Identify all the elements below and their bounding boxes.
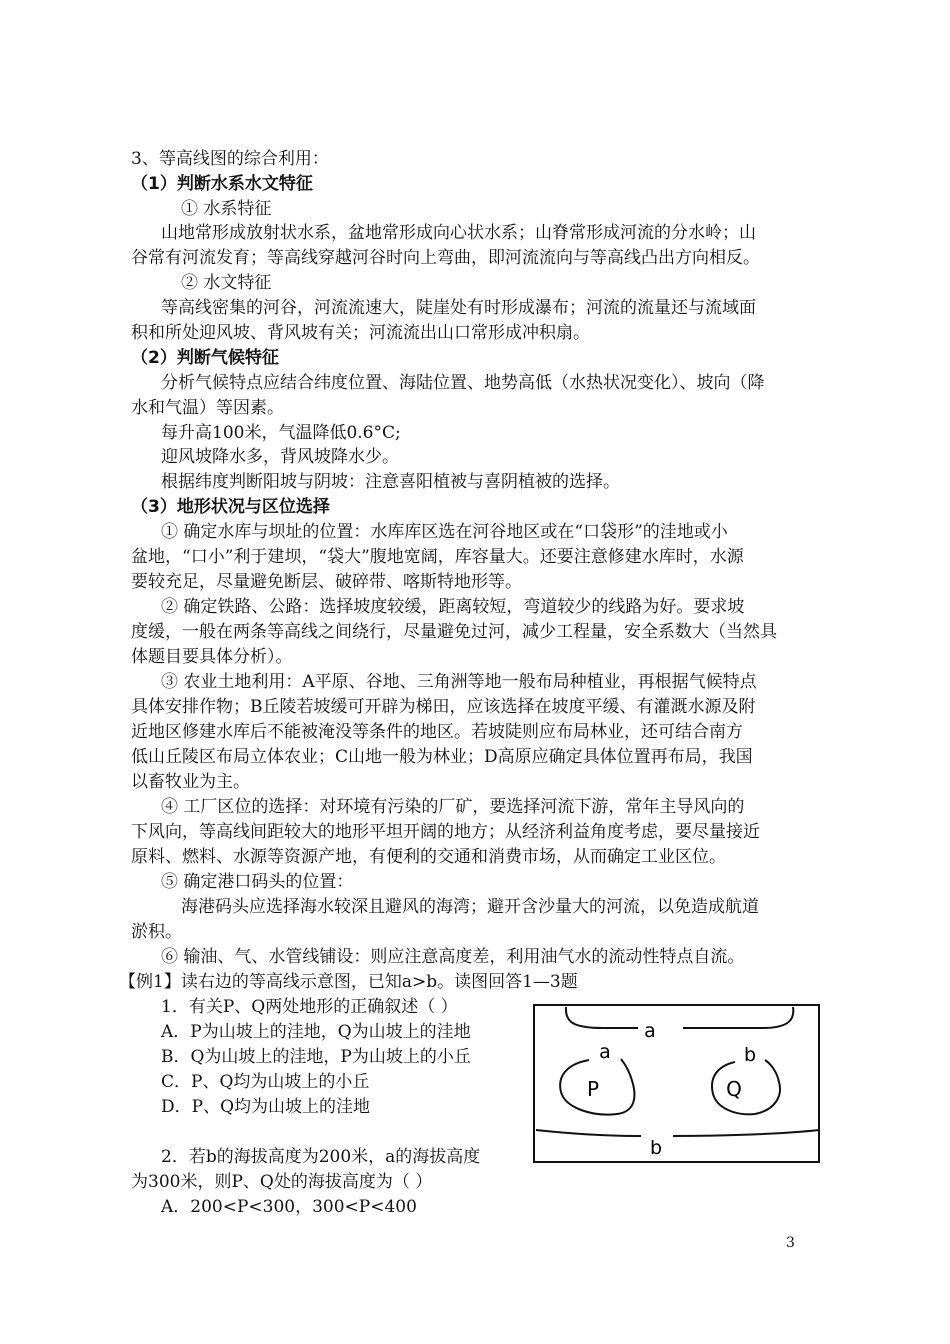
paragraph-line: 淤积。 (131, 922, 182, 942)
paragraph-line: 谷常有河流发育；等高线穿越河谷时向上弯曲，即河流流向与等高线凸出方向相反。 (131, 248, 760, 268)
paragraph-line: 等高线密集的河谷，河流流速大，陡崖处有时形成瀑布；河流的流量还与流域面 (161, 298, 756, 318)
figure-frame (534, 1005, 819, 1162)
paragraph-line: 海港码头应选择海水较深且避风的海湾；避开含沙量大的河流，以免造成航道 (181, 897, 759, 917)
option-1d: D．P、Q均为山坡上的洼地 (161, 1097, 371, 1117)
paragraph-line: 根据纬度判断阳坡与阴坡：注意喜阳植被与喜阴植被的选择。 (161, 472, 620, 492)
page-number: 3 (786, 1235, 795, 1251)
option-2a: A．200<P<300，300<P<400 (161, 1197, 417, 1217)
paragraph-line: 度缓，一般在两条等高线之间绕行，尽量避免过河，减少工程量，安全系数大（当然具 (131, 622, 777, 642)
paragraph-line: ⑤ 确定港口码头的位置： (161, 872, 354, 892)
contour-map-figure (533, 1004, 820, 1163)
label-a-inner: a (599, 1041, 611, 1063)
paragraph-line: 盆地，“口小”利于建坝，“袋大”腹地宽阔，库容量大。还要注意修建水库时，水源 (131, 547, 744, 567)
paragraph-line: ① 确定水库与坝址的位置：水库库区选在河谷地区或在“口袋形”的洼地或小 (161, 522, 728, 542)
option-1a: A．P为山坡上的洼地，Q为山坡上的洼地 (161, 1022, 471, 1042)
question-2: 2．若b的海拔高度为200米，a的海拔高度 (161, 1147, 481, 1167)
sub-hydrology: ② 水文特征 (181, 273, 272, 293)
label-b-inner: b (743, 1044, 757, 1066)
paragraph-line: ④ 工厂区位的选择：对环境有污染的厂矿，要选择河流下游，常年主导风向的 (161, 797, 745, 817)
paragraph-line: ③ 农业土地利用：A平原、谷地、三角洲等地一般布局种植业，再根据气候特点 (161, 672, 757, 692)
heading-hydrology: （1）判断水系水文特征 (131, 174, 313, 194)
paragraph-line: 要较充足，尽量避免断层、破碎带、喀斯特地形等。 (131, 572, 522, 592)
section-title: 3、等高线图的综合利用： (131, 149, 329, 169)
paragraph-line: 以畜牧业为主。 (131, 772, 250, 792)
question-1: 1．有关P、Q两处地形的正确叙述（ ） (161, 997, 458, 1017)
label-p: P (586, 1077, 600, 1101)
paragraph-line: 山地常形成放射状水系，盆地常形成向心状水系；山脊常形成河流的分水岭；山 (161, 223, 756, 243)
option-1c: C．P、Q均为山坡上的小丘 (161, 1072, 370, 1092)
example-intro: 【例1】读右边的等高线示意图，已知a>b。读图回答1—3题 (119, 972, 578, 992)
paragraph-line: 水和气温）等因素。 (131, 398, 284, 418)
option-1b: B．Q为山坡上的洼地，P为山坡上的小丘 (161, 1047, 471, 1067)
paragraph-line: 分析气候特点应结合纬度位置、海陆位置、地势高低（水热状况变化）、坡向（降 (161, 373, 765, 393)
paragraph-line: 迎风坡降水多，背风坡降水少。 (161, 447, 399, 467)
paragraph-line: ② 确定铁路、公路：选择坡度较缓，距离较短，弯道较少的线路为好。要求坡 (161, 597, 745, 617)
label-q: Q (726, 1077, 742, 1101)
heading-terrain-location: （3）地形状况与区位选择 (131, 497, 330, 517)
paragraph-line: 原料、燃料、水源等资源产地，有便利的交通和消费市场，从而确定工业区位。 (131, 847, 726, 867)
question-2-cont: 为300米，则P、Q处的海拔高度为（ ） (131, 1172, 433, 1192)
label-a-top: a (644, 1020, 656, 1042)
paragraph-line: 下风向，等高线间距较大的地形平坦开阔的地方；从经济利益角度考虑，要尽量接近 (131, 822, 760, 842)
paragraph-line: 近地区修建水库后不能被淹没等条件的地区。若坡陡则应布局林业，还可结合南方 (131, 722, 743, 742)
paragraph-line: 每升高100米，气温降低0.6°C; (161, 423, 401, 443)
heading-climate: （2）判断气候特征 (131, 348, 279, 368)
label-b-bottom: b (649, 1137, 663, 1159)
sub-water-system: ① 水系特征 (181, 199, 272, 219)
paragraph-line: ⑥ 输油、气、水管线铺设：则应注意高度差，利用油气水的流动性特点自流。 (161, 947, 745, 967)
paragraph-line: 低山丘陵区布局立体农业；C山地一般为林业；D高原应确定具体位置再布局，我国 (131, 747, 753, 767)
paragraph-line: 具体安排作物；B丘陵若坡缓可开辟为梯田，应该选择在坡度平缓、有灌溉水源及附 (131, 697, 756, 717)
paragraph-line: 积和所处迎风坡、背风坡有关；河流流出山口常形成冲积扇。 (131, 323, 590, 343)
paragraph-line: 体题目要具体分析）。 (131, 647, 293, 667)
